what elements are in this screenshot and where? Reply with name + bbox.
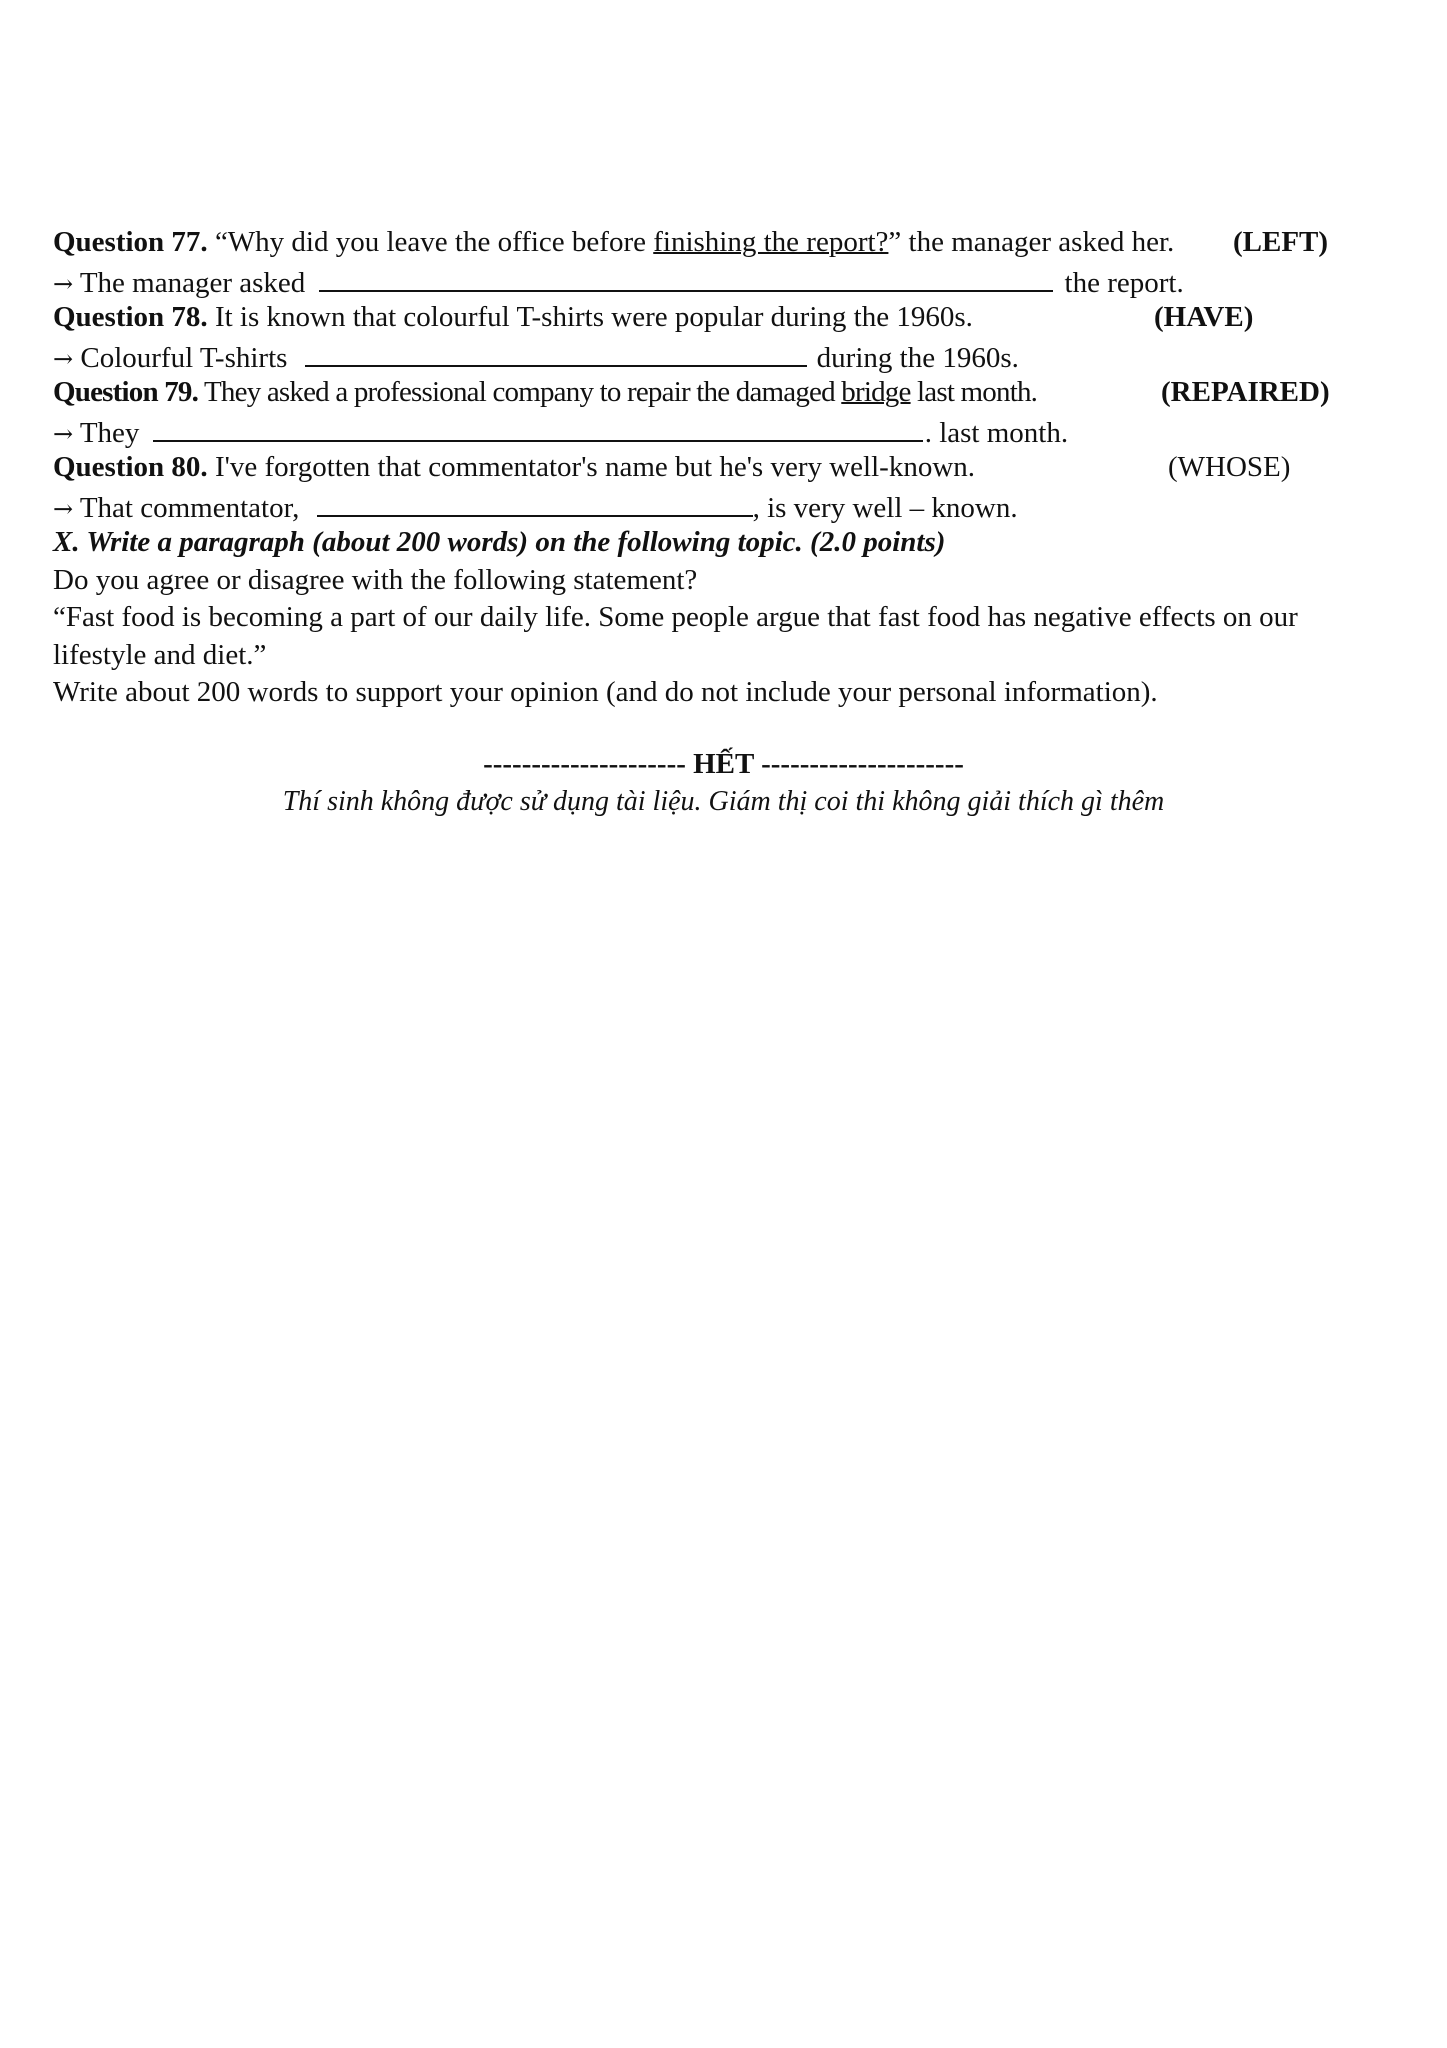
question-sentence-underlined: finishing the report? xyxy=(653,226,889,258)
question-sentence-post: last month. xyxy=(910,376,1038,408)
answer-blank[interactable] xyxy=(317,487,753,517)
arrow-icon: → xyxy=(53,494,74,523)
question-label: Question 78. xyxy=(53,301,208,333)
answer-end: the report. xyxy=(1064,266,1184,299)
answer-line-77 xyxy=(53,262,1373,300)
question-77 xyxy=(53,224,1373,262)
arrow-icon: → xyxy=(53,269,74,298)
answer-start: The manager asked xyxy=(79,266,306,299)
question-sentence: I've forgotten that commentator's name but he's very well-known. xyxy=(207,451,976,483)
exam-note: Thí sinh không được sử dụng tài liệu. Giám thị coi thi không giải thích gì thêm xyxy=(282,786,1165,817)
question-label: Question 79. xyxy=(53,376,199,408)
question-sentence-post: ” the manager asked her. xyxy=(888,226,1175,258)
answer-start: That commentator, xyxy=(79,491,300,524)
writing-heading: X. Write a paragraph (about 200 words) on the following topic. (2.0 points) xyxy=(53,526,946,558)
end-marker: --------------------- HẾT --------------------- xyxy=(483,748,964,780)
question-label: Question 77. xyxy=(53,226,208,258)
question-sentence: It is known that colourful T-shirts were popular during the 1960s. xyxy=(207,301,973,333)
question-79 xyxy=(53,374,1373,412)
writing-instruction: Write about 200 words to support your opinion (and do not include your personal information). xyxy=(53,676,1158,708)
question-sentence-pre: They asked a professional company to repair the damaged xyxy=(198,376,842,408)
writing-statement: “Fast food is becoming a part of our daily life. Some people argue that fast food has negative effects on our lifestyle and diet.” xyxy=(53,601,1298,671)
arrow-icon: → xyxy=(53,344,74,373)
question-label: Question 80. xyxy=(53,451,208,483)
arrow-icon: → xyxy=(53,419,74,448)
keyword: (HAVE) xyxy=(1154,301,1254,333)
answer-end: , is very well – known. xyxy=(752,491,1018,524)
answer-blank[interactable] xyxy=(319,262,1053,292)
answer-blank[interactable] xyxy=(305,337,807,367)
question-sentence-underlined: bridge xyxy=(841,376,911,408)
question-80 xyxy=(53,449,1373,487)
answer-end: during the 1960s. xyxy=(816,341,1019,374)
keyword: (LEFT) xyxy=(1233,226,1329,258)
writing-prompt: Do you agree or disagree with the following statement? xyxy=(53,563,698,596)
keyword: (REPAIRED) xyxy=(1161,376,1330,408)
question-78 xyxy=(53,299,1373,337)
answer-start: They xyxy=(79,416,140,449)
keyword: (WHOSE) xyxy=(1168,451,1291,483)
answer-line-80 xyxy=(53,487,1373,525)
exam-content xyxy=(53,224,1373,712)
answer-blank[interactable] xyxy=(153,412,923,442)
answer-line-79 xyxy=(53,412,1373,450)
answer-start: Colourful T-shirts xyxy=(80,341,288,374)
answer-end: . last month. xyxy=(924,416,1069,449)
answer-line-78 xyxy=(53,337,1373,375)
question-sentence-pre: “Why did you leave the office before xyxy=(207,226,654,258)
